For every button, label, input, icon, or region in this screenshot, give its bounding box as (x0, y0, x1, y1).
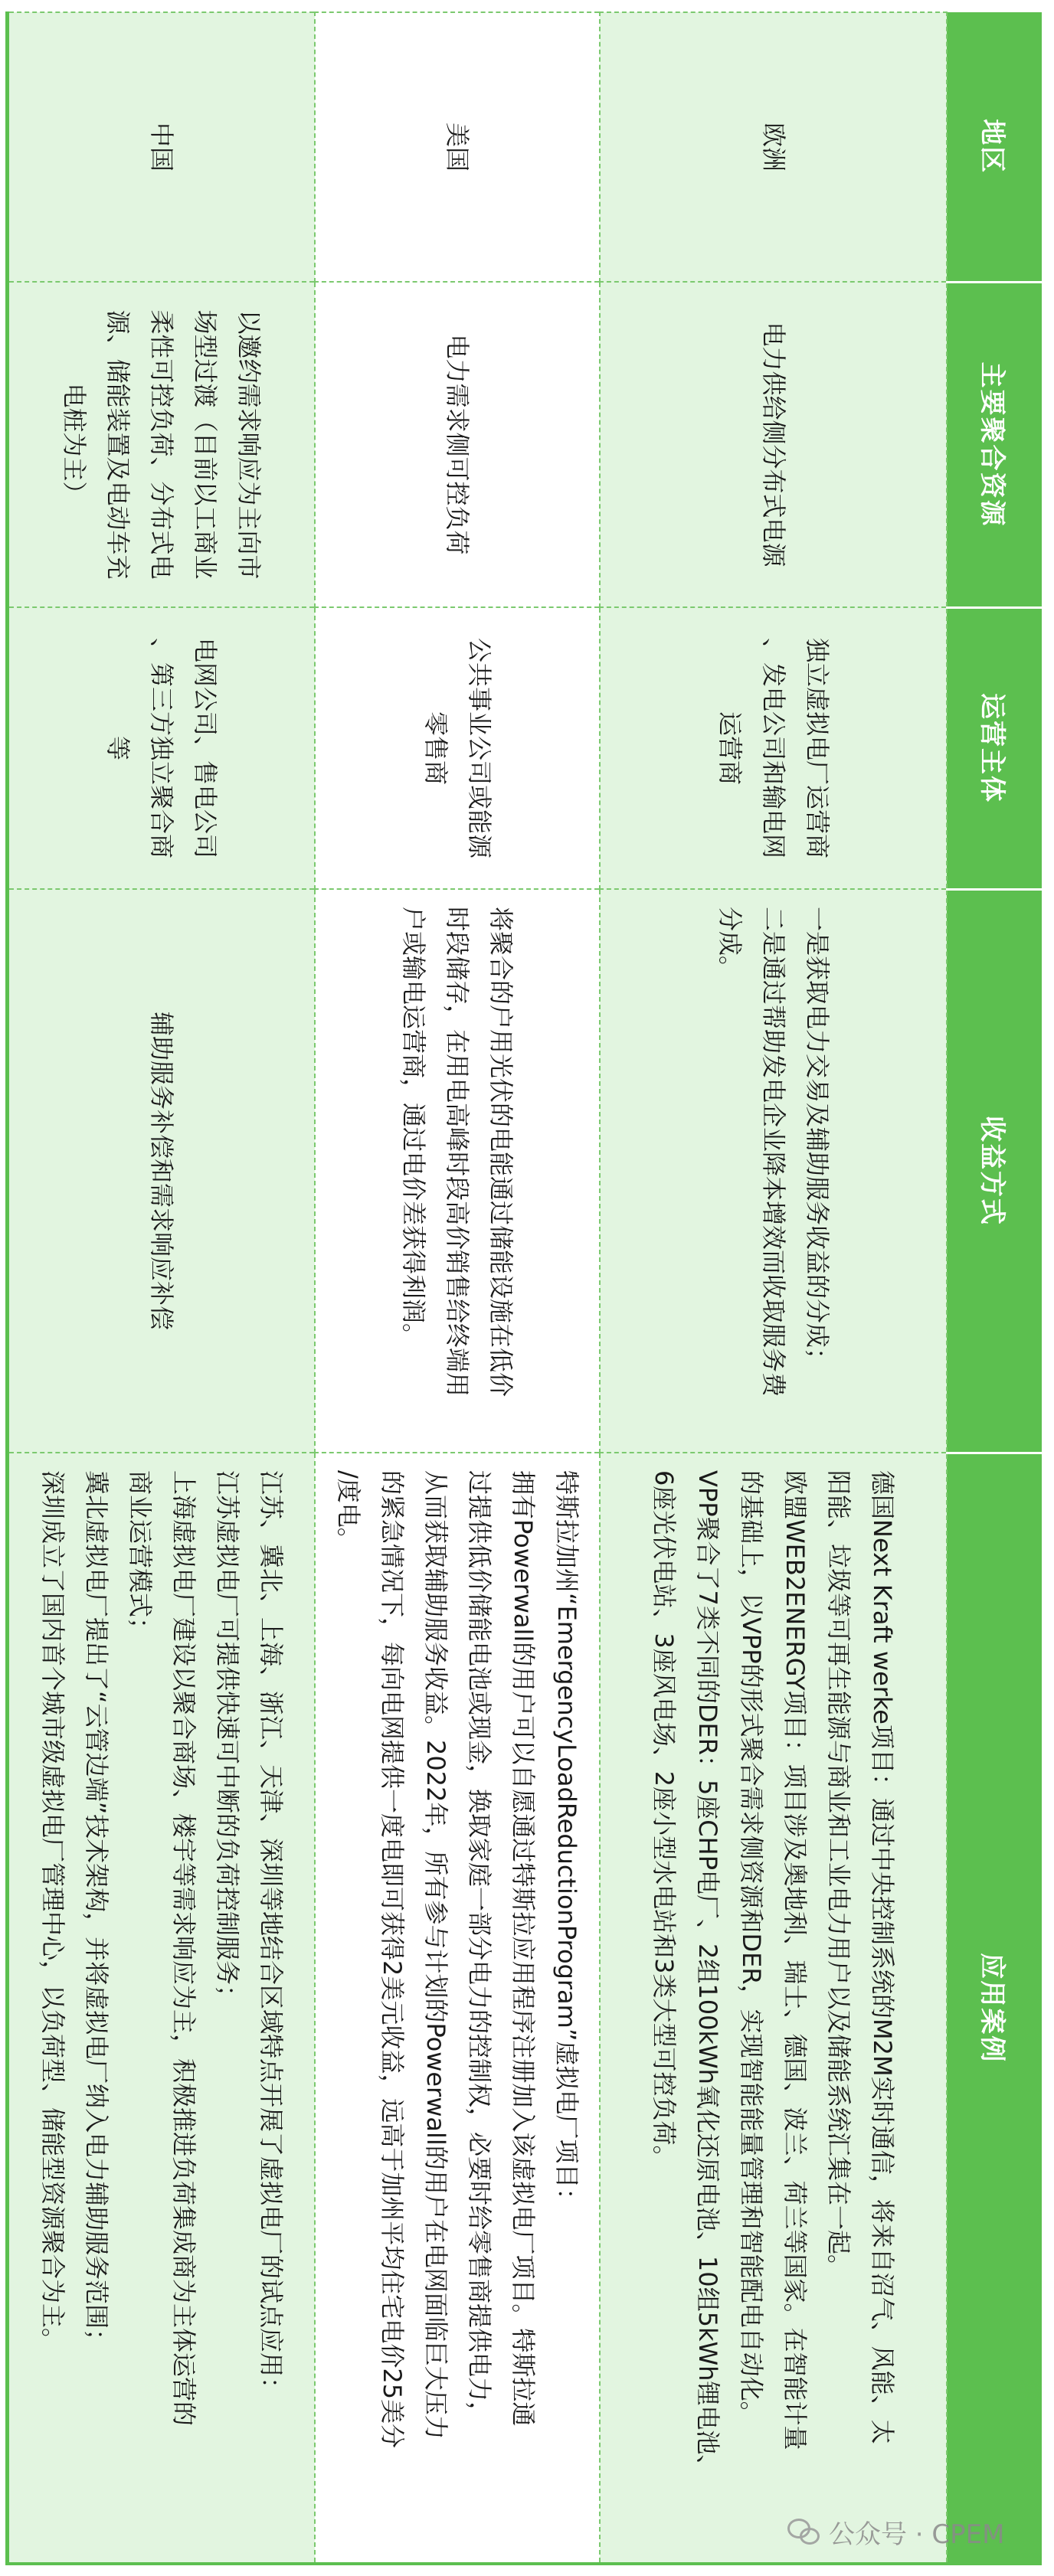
table-row-china (8, 12, 316, 2564)
cell-text-line: 以邀约需求响应为主向市 (234, 309, 264, 580)
cell-text-line: 电桩为主） (60, 383, 90, 506)
cell-text-line: 欧洲 (759, 122, 788, 172)
vpp-comparison-table (5, 11, 1042, 2565)
cell-text-line: 深圳成立了国内首个城市级虚拟电厂管理中心，以负荷型、储能型资源聚合为主。 (38, 1470, 67, 2353)
table-row-europe (600, 12, 947, 2564)
cell-text-line: 阳能、垃圾等可再生能源与商业和工业电力用户以及储能系统汇集在一起。 (824, 1470, 854, 2280)
cell-text-line: 从而获取辅助服务收益。2022年，所有参与计划的Powerwall的用户在电网面临巨大压力 (421, 1470, 450, 2440)
cell-usa-region (315, 12, 600, 282)
header-cases: 应用案例 (947, 1453, 1042, 2564)
cell-china-region (8, 12, 316, 282)
cell-text-line: 电力需求侧可控负荷 (443, 334, 473, 555)
cell-text-line: 的基础上，以VPP的形式聚合需求侧资源和DER，实现智能能量管理和智能配电自动化。 (737, 1470, 767, 2426)
cell-china-operator (8, 607, 316, 889)
header-operator: 运营主体 (947, 607, 1042, 889)
wechat-icon (787, 2519, 821, 2546)
cell-text-line: 江苏虚拟电厂可提供快速可中断的负荷控制服务； (213, 1470, 242, 2010)
cell-text-line: 将聚合的户用光伏的电能通过储能设施在低价 (486, 907, 516, 1398)
cell-text-line: 6座光伏电站、3座风电场、2座小型水电站和3类大型可控负荷。 (650, 1470, 679, 2170)
cell-text-line: 德国Next Kraft werke项目：通过中央控制系统的M2M实时通信，将来自沼气、风能、太 (868, 1470, 898, 2444)
cell-text-line: 独立虚拟电厂运营商 (803, 637, 832, 858)
cell-text-line: 辅助服务补偿和需求响应补偿 (147, 1011, 177, 1330)
cell-text-line: 、第三方独立聚合商 (147, 637, 177, 858)
watermark (787, 2513, 1004, 2551)
cell-text-line: 等 (103, 735, 133, 760)
cell-europe-operator (600, 607, 947, 889)
cell-text-line: 一是获取电力交易及辅助服务收益的分成； (803, 907, 832, 1373)
cell-usa-cases (315, 1453, 600, 2564)
cell-text-line: 中国 (147, 122, 177, 172)
cell-text-line: 源、储能装置及电动车充 (103, 309, 133, 580)
cell-text-line: 冀北虚拟电厂提出了“云管边端”技术架构，并将虚拟电厂纳入电力辅助服务范围； (82, 1470, 111, 2354)
cell-text-line: 的紧急情况下，每向电网提供一度电即可获得2美元收益，远高于加州平均住宅电价25美分 (378, 1470, 407, 2449)
cell-china-resources (8, 282, 316, 607)
cell-text-line: 电网公司、售电公司 (191, 637, 221, 858)
cell-text-line: 时段储存，在用电高峰时段高价销售给终端用 (443, 907, 473, 1398)
cell-text-line: 江苏、冀北、上海、浙江、天津、深圳等地结合区域特点开展了虚拟电厂的试点应用： (257, 1470, 286, 2402)
header-revenue: 收益方式 (947, 889, 1042, 1453)
header-region: 地区 (947, 12, 1042, 282)
cell-usa-revenue (315, 889, 600, 1453)
cell-text-line: VPP聚合了7类不同的DER：5座CHP电厂、2组100kWh氧化还原电池、10组5kWh锂电池、 (693, 1470, 723, 2480)
cell-usa-resources (315, 282, 600, 607)
cell-text-line: 二是通过帮助发电企业降本增效而收取服务费 (759, 907, 788, 1398)
cell-text-line: 欧盟WEB2ENERGY项目：项目涉及奥地利、瑞士、德国、波兰、荷兰等国家。在智能计量 (781, 1470, 810, 2450)
cell-text-line: 上海虚拟电厂建设以聚合商场、楼宇等需求响应为主，积极推进负荷集成商为主体运营的 (169, 1470, 198, 2427)
cell-text-line: 柔性可控负荷、分布式电 (147, 309, 177, 580)
cell-text-line: 拥有Powerwall的用户可以自愿通过特斯拉应用程序注册加入该虚拟电厂项目。特斯拉通 (509, 1470, 538, 2427)
cell-europe-revenue (600, 889, 947, 1453)
cell-europe-resources (600, 282, 947, 607)
cell-text-line: 、发电公司和输电网 (759, 637, 788, 858)
cell-text-line: 公共事业公司或能源 (465, 637, 494, 858)
cell-text-line: 场型过渡（目前以工商业 (191, 309, 221, 580)
cell-text-line: 运营商 (715, 711, 745, 785)
cell-text-line: 电力供给侧分布式电源 (759, 322, 788, 567)
cell-text-line: 户或输电运营商，通过电价差获得利润。 (399, 907, 429, 1348)
cell-europe-cases (600, 1453, 947, 2564)
cell-usa-operator (315, 607, 600, 889)
watermark-text: 公众号 · CPEM (829, 2519, 1005, 2550)
cell-text-line: 零售商 (421, 711, 450, 785)
header-resources: 主要聚合资源 (947, 282, 1042, 607)
header-row (947, 12, 1042, 2564)
cell-china-cases (8, 1453, 316, 2564)
cell-text-line: 商业运营模式； (126, 1470, 155, 1643)
cell-text-line: 过提供低价储能电池或现金，换取家庭一部分电力的控制权，必要时给零售商提供电力， (465, 1470, 494, 2427)
cell-text-line: /度电。 (334, 1470, 363, 1552)
cell-europe-region (600, 12, 947, 282)
cell-text-line: 特斯拉加州“EmergencyLoadReductionProgram”虚拟电厂项目： (552, 1470, 581, 2213)
table-row-usa (315, 12, 600, 2564)
cell-text-line: 分成。 (715, 907, 745, 981)
cell-text-line: 美国 (443, 122, 473, 172)
cell-china-revenue (8, 889, 316, 1453)
